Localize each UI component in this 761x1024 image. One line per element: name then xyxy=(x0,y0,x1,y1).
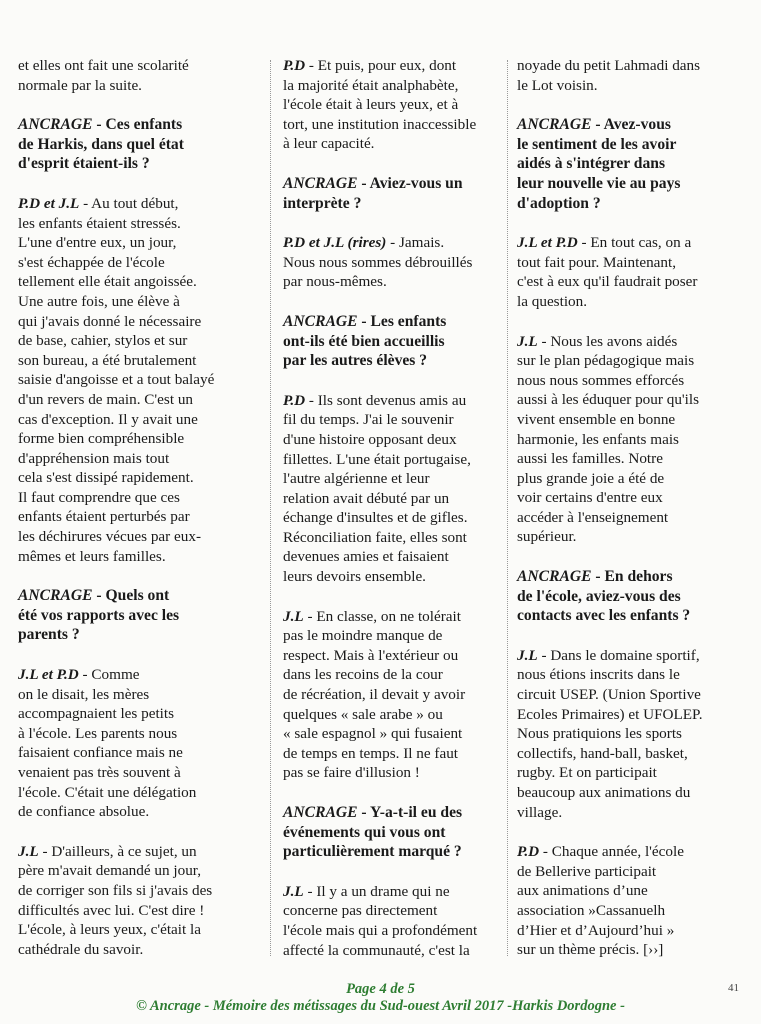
interview-answer xyxy=(517,56,745,95)
interview-question xyxy=(517,567,745,626)
interview-answer xyxy=(283,607,501,783)
paragraph-text: - Avez-vous le sentiment de les avoir aidés à s'intégrer dans leur nouvelle vie au pays d'adoption ? xyxy=(517,116,681,212)
speaker-label: P.D xyxy=(283,391,306,409)
column-divider xyxy=(270,60,271,956)
paragraph-text: - Ils sont devenus amis au fil du temps. J'ai le souvenir d'une histoire opposant deux fillettes. L'une était portugaise, l'autre algérienne et leur relation avait débuté par un échange d'insultes et de gifles. Réconciliation faite, elles sont devenues amies et faisaient leurs devoirs ensemble. xyxy=(283,391,471,586)
paragraph-text: - En tout cas, on a tout fait pour. Maintenant, c'est à eux qu'il faudrait poser la question. xyxy=(517,234,698,310)
paragraph-text: - Aviez-vous un interprète ? xyxy=(283,174,463,212)
paragraph-text: - Y-a-t-il eu des événements qui vous ont particulièrement marqué ? xyxy=(283,804,463,861)
speaker-label: P.D et J.L xyxy=(18,194,80,212)
paragraph-text: - Comme on le disait, les mères accompagnaient les petits à l'école. Les parents nous faisaient confiance mais ne venaient pas très souvent à l'école. C'était une délégation de confiance absolue. xyxy=(18,666,197,821)
paragraph-text: - En classe, on ne tolérait pas le moindre manque de respect. Mais à l'extérieur ou dans les recoins de la cour de récréation, il devait y avoir quelques « sale arabe » ou « sale espagnol » qui fusaient de temps en temps. Il ne faut pas se faire d'illusion ! xyxy=(283,607,466,782)
interview-answer xyxy=(283,391,501,587)
column-2 xyxy=(283,56,501,980)
paragraph-text: et elles ont fait une scolarité normale par la suite. xyxy=(18,57,189,94)
interview-answer xyxy=(517,842,745,960)
speaker-label: P.D xyxy=(283,57,306,74)
column-divider xyxy=(507,60,508,956)
interview-answer xyxy=(517,332,745,548)
paragraph-text: - Chaque année, l'école de Bellerive participait aux animations d’une association »Cassanuelh d’Hier et d’Aujourd’hui » sur un thème précis. [››] xyxy=(517,843,684,959)
interview-answer xyxy=(283,233,501,292)
interview-answer xyxy=(283,56,501,154)
interview-question xyxy=(517,115,745,213)
speaker-label: J.L et P.D xyxy=(18,666,79,684)
interview-answer xyxy=(517,233,745,311)
interview-question xyxy=(18,586,261,645)
interview-answer xyxy=(18,842,261,960)
speaker-label: J.L xyxy=(517,646,538,664)
paragraph-text: - Dans le domaine sportif, nous étions inscrits dans le circuit USEP. (Union Sportive Ecoles Primaires) et UFOLEP. Nous pratiquions les sports collectifs, hand-ball, basket, rugby. Et on participait beaucoup aux animations du village. xyxy=(517,646,703,821)
paragraph-text: - En dehors de l'école, aviez-vous des contacts avec les enfants ? xyxy=(517,568,691,625)
paragraph-text: - D'ailleurs, à ce sujet, un père m'avait demandé un jour, de corriger son fils si j'avais des difficultés avec lui. C'est dire ! L'école, à leurs yeux, c'était la cathédrale du savoir. xyxy=(18,842,213,958)
speaker-label: ANCRAGE xyxy=(18,116,93,134)
paragraph-text: - Il y a un drame qui ne concerne pas directement l'école mais qui a profondément affecté la communauté, c'est la xyxy=(283,882,478,959)
speaker-label: ANCRAGE xyxy=(18,587,93,605)
paragraph-text: noyade du petit Lahmadi dans le Lot voisin. xyxy=(517,57,701,94)
speaker-label: J.L xyxy=(283,882,304,900)
column-1 xyxy=(18,56,261,979)
paragraph-text: - Nous les avons aidés sur le plan pédagogique mais nous nous sommes efforcés aussi à les éduquer pour qu'ils vivent ensemble en bonne harmonie, les enfants mais aussi les familles. Notre plus grande joie a été de voir certains d'entre eux accéder à l'enseignement supérieur. xyxy=(517,332,699,546)
column-3 xyxy=(517,56,745,980)
interview-answer xyxy=(517,646,745,822)
paragraph-text: - Ces enfants de Harkis, dans quel état d'esprit étaient-ils ? xyxy=(18,116,184,173)
footer-credit: © Ancrage - Mémoire des métissages du Sud-ouest Avril 2017 -Harkis Dordogne - xyxy=(136,998,625,1014)
speaker-label: ANCRAGE xyxy=(517,116,592,134)
speaker-label: P.D et J.L (rires) xyxy=(283,234,387,252)
paragraph-text: - Les enfants ont-ils été bien accueillis par les autres élèves ? xyxy=(283,312,447,370)
paragraph-text: - Au tout début, les enfants étaient stressés. L'une d'entre eux, un jour, s'est échappée de l'école tellement elle était angoissée. Une autre fois, une élève à qui j'avais donné le nécessaire de base, cahier, stylos et sur son bureau, a été brutalement saisie d'angoisse et a tout balayé d'un revers de main. C'est un cas d'exception. Il y avait une forme bien compréhensible d'appréhension mais tout cela s'est dissipé rapidement. Il faut comprendre que ces enfants étaient perturbés par les déchirures vécues par eux- mêmes et leurs familles. xyxy=(18,194,215,565)
speaker-label: J.L xyxy=(283,607,304,625)
speaker-label: ANCRAGE xyxy=(283,804,358,821)
speaker-label: J.L xyxy=(517,332,538,350)
speaker-label: ANCRAGE xyxy=(283,312,358,330)
interview-answer xyxy=(18,665,261,822)
interview-question xyxy=(283,174,501,213)
speaker-label: P.D xyxy=(517,843,540,861)
interview-question xyxy=(18,115,261,174)
interview-answer xyxy=(283,882,501,960)
interview-answer xyxy=(18,56,261,95)
speaker-label: ANCRAGE xyxy=(283,174,358,192)
speaker-label: ANCRAGE xyxy=(517,568,592,586)
paragraph-text: - Jamais. Nous nous sommes débrouillés par nous-mêmes. xyxy=(283,234,473,291)
paragraph-text: - Et puis, pour eux, dont la majorité était analphabète, l'école était à leurs yeux, et à tort, une institution inaccessible à leur capacité. xyxy=(283,57,477,153)
interview-answer xyxy=(18,194,261,566)
speaker-label: J.L xyxy=(18,842,39,860)
interview-question xyxy=(283,312,501,371)
page-indicator: Page 4 de 5 xyxy=(346,981,415,997)
page-number: 41 xyxy=(728,982,739,994)
paragraph-text: - Quels ont été vos rapports avec les parents ? xyxy=(18,587,180,644)
interview-question xyxy=(283,803,501,862)
speaker-label: J.L et P.D xyxy=(517,234,578,252)
